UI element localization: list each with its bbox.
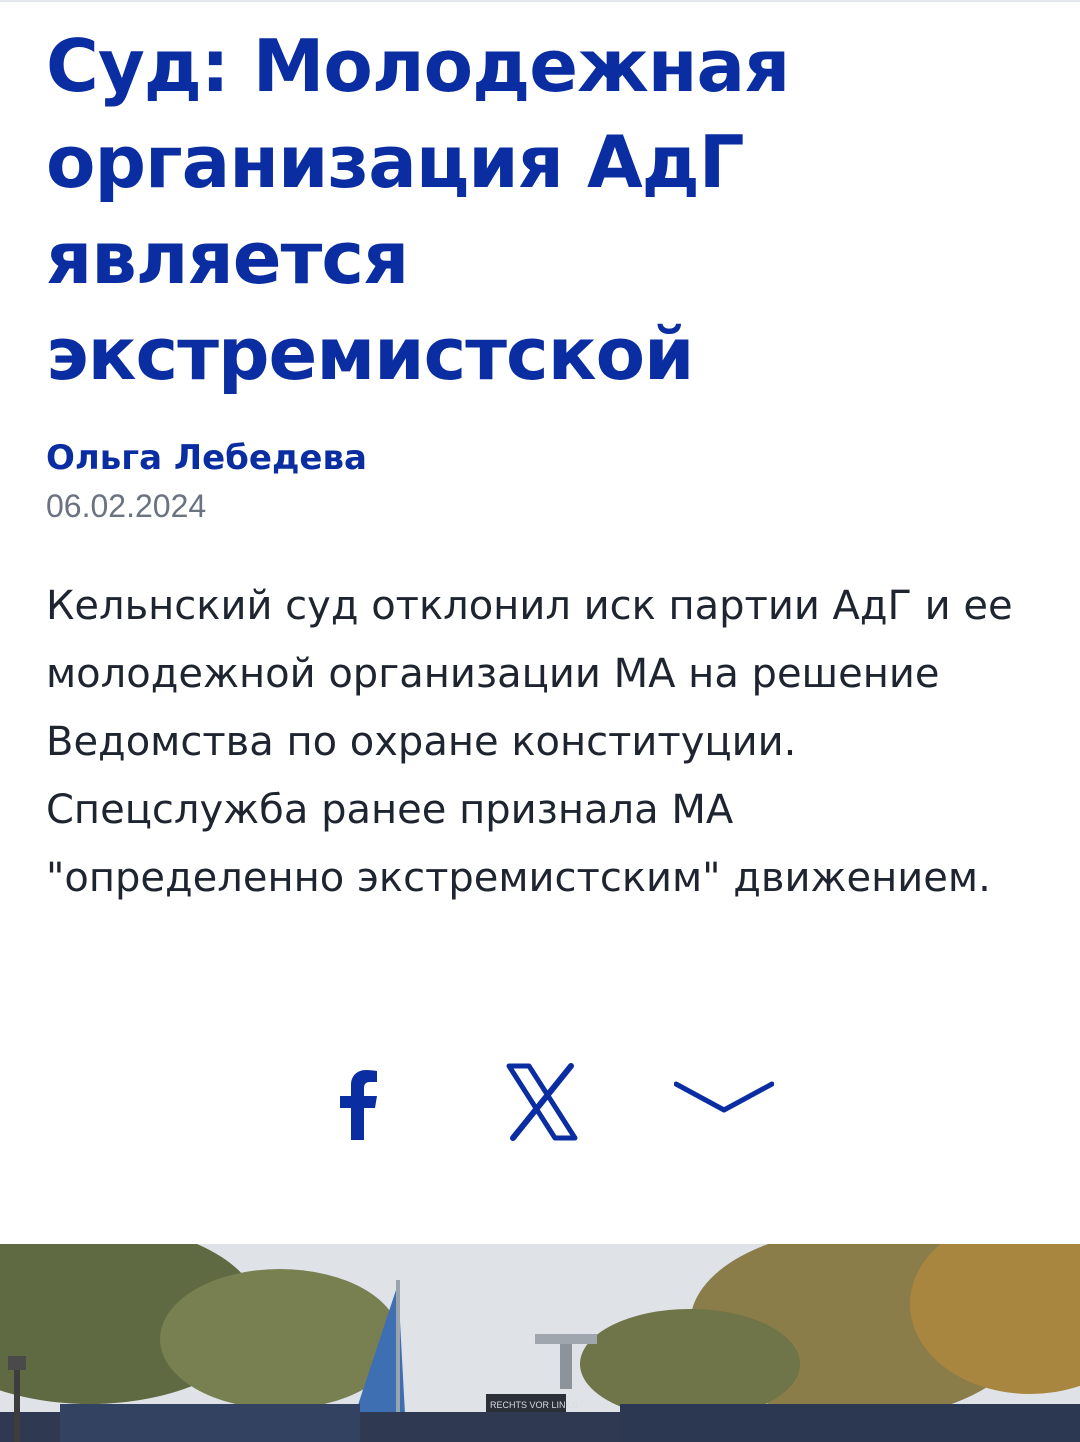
share-bar [0,1052,1080,1152]
article-photo[interactable] [0,1244,1080,1442]
photo-scene [0,1244,1080,1442]
publish-date: 06.02.2024 [46,488,207,524]
x-icon [491,1052,591,1152]
facebook-share-button[interactable] [306,1052,406,1152]
facebook-icon [306,1052,406,1152]
photo-sign-text: RECHTS VOR LINKS [490,1400,578,1410]
article-headline: Суд: Молодежная организация АдГ является экстремистской [46,24,790,396]
article-lead: Кельнский суд отклонил иск партии АдГ и ее молодежной организации МА на решение Ведомства по охране конституции. Спецслужба ранее признала МА "определенно экстремистским" движением. [46,583,1013,901]
top-divider [0,0,1080,2]
x-share-button[interactable] [491,1052,591,1152]
chevron-down-icon [674,1052,774,1152]
more-share-button[interactable] [674,1052,774,1152]
author-link[interactable]: Ольга Лебедева [46,438,367,478]
article-header [46,18,1036,952]
